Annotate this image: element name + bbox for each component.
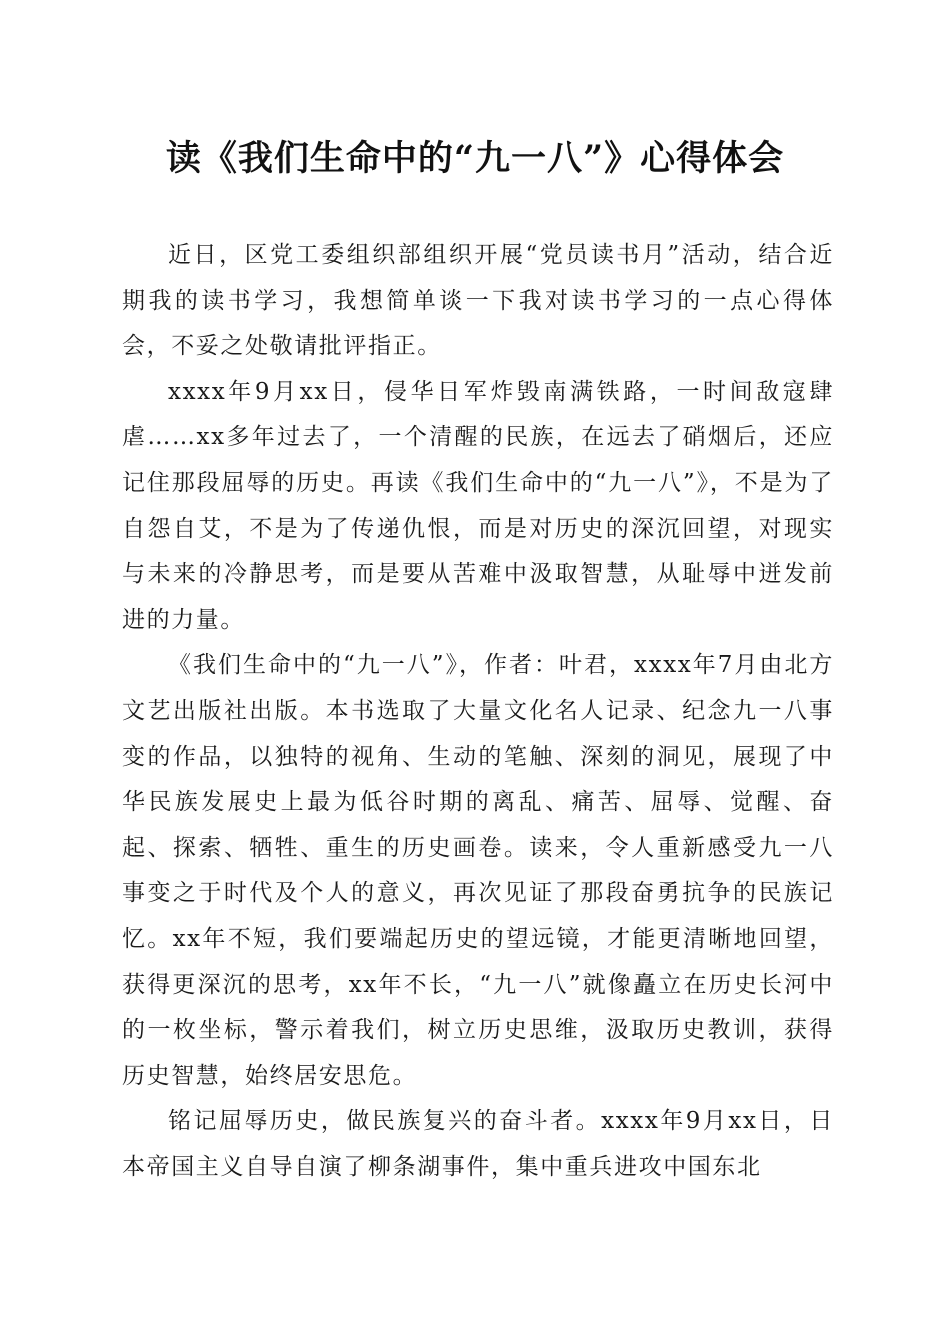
- paragraph-2: xxxx年9月xx日，侵华日军炸毁南满铁路，一时间敌寇肆虐……xx多年过去了，一个清醒的民族，在远去了硝烟后，还应记住那段屈辱的历史。再读《我们生命中的“九一八”》，不是为了自怨自艾，不是为了传递仇恨，而是对历史的深沉回望，对现实与未来的冷静思考，而是要从苦难中汲取智慧，从耻辱中迸发前进的力量。: [122, 378, 834, 633]
- paragraph-1: 近日，区党工委组织部组织开展“党员读书月”活动，结合近期我的读书学习，我想简单谈一下我对读书学习的一点心得体会，不妥之处敬请批评指正。: [122, 242, 834, 360]
- document-body: [122, 233, 834, 1190]
- document-title: 读《我们生命中的“九一八”》心得体会: [165, 138, 785, 179]
- paragraph-4: 铭记屈辱历史，做民族复兴的奋斗者。xxxx年9月xx日，日本帝国主义自导自演了柳条湖事件，集中重兵进攻中国东北: [122, 1108, 834, 1180]
- paragraph-3: 《我们生命中的“九一八”》，作者：叶君，xxxx年7月由北方文艺出版社出版。本书选取了大量文化名人记录、纪念九一八事变的作品，以独特的视角、生动的笔触、深刻的洞见，展现了中华民族发展史上最为低谷时期的离乱、痛苦、屈辱、觉醒、奋起、探索、牺牲、重生的历史画卷。读来，令人重新感受九一八事变之于时代及个人的意义，再次见证了那段奋勇抗争的民族记忆。xx年不短，我们要端起历史的望远镜，才能更清晰地回望，获得更深沉的思考，xx年不长，“九一八”就像矗立在历史长河中的一枚坐标，警示着我们，树立历史思维，汲取历史教训，获得历史智慧，始终居安思危。: [122, 652, 834, 1089]
